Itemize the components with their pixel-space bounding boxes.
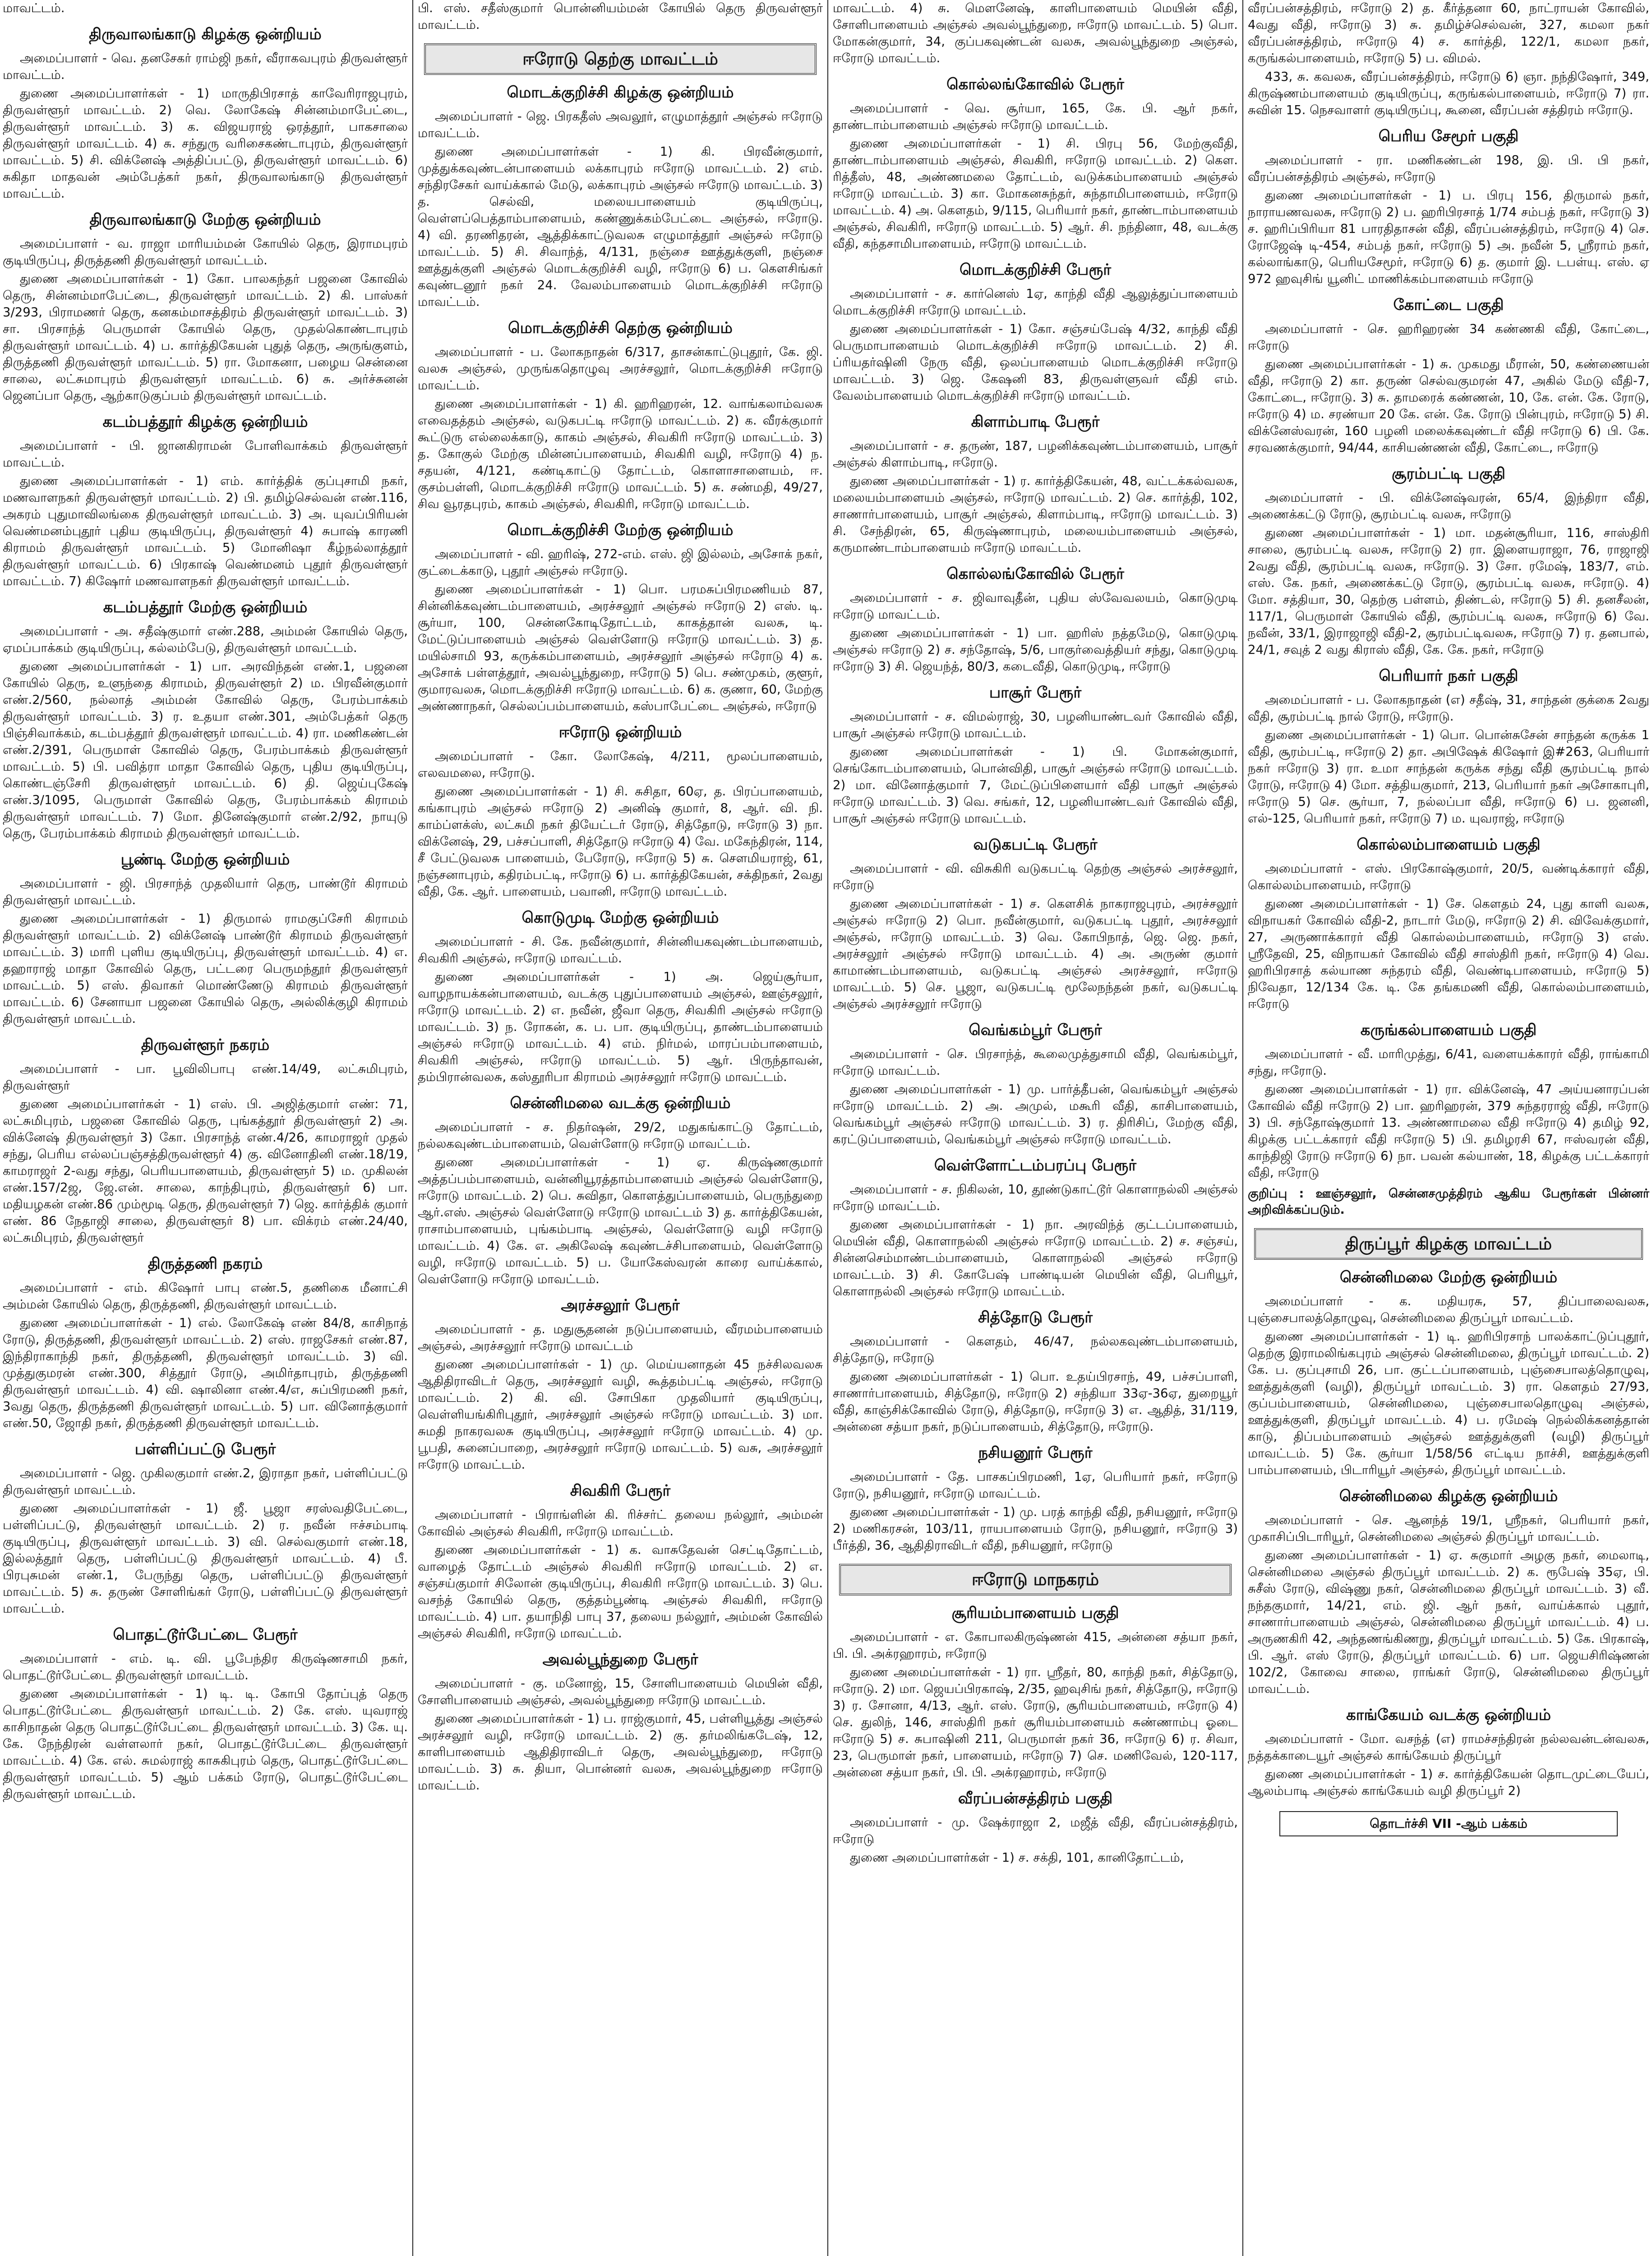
- note-text: குறிப்பு : ஊஞ்சலூர், சென்னசமுத்திரம் ஆகிய பேரூர்கள் பின்னர் அறிவிக்கப்படும்.: [1248, 1187, 1649, 1217]
- paragraph: மாவட்டம்.: [3, 1, 65, 15]
- paragraph: துணை அமைப்பாளர்கள் - 1) எம். கார்த்திக் குப்புசாமி நகர், மணவாளநகர் திருவள்ளூர் மாவட்டம். 2) பி. தமிழ்செல்வன் எண்.116, அகரம் புதுமாவிலங்கை திருவள்ளூர் மாவட்டம். 3) அ. யுவப்பிரியன் வெண்மனம்புதூர் புதிய குடியிருப்பு, திருவள்ளூர் 4) சுபாஷ் காரணி கிராமம் திருவள்ளூர் மாவட்டம். 5) மோனிஷா கீழ்நல்லாத்தூர் திருவள்ளூர் மாவட்டம். 6) பிரகாஷ் வெண்மனம் புதூர் திருவள்ளூர் மாவட்டம். 7) கிஷோர் மணவாளநகர் திருவள்ளூர் மாவட்டம்.: [3, 474, 408, 588]
- column-2: [415, 0, 826, 2256]
- paragraph: துணை அமைப்பாளர்கள் - 1) மாருதிபிரசாத் காவேரிராஜபுரம், திருவள்ளூர் மாவட்டம். 2) வெ. லோகேஷ் சின்னம்மாபேட்டை, திருவள்ளூர் மாவட்டம். 3) க. விஜயராஜ் ஒரத்தூர், பாகசாலை திருவள்ளூர் மாவட்டம். 4) சு. சந்துரு வரிசைகண்டாபுரம், திருவள்ளூர் மாவட்டம். 5) சி. விக்னேஷ் அத்திப்பட்டு, திருவள்ளூர் மாவட்டம். 6) சுகிதா மாதவன் அம்பேத்கர் நகர், திருவாலங்காடு திருவள்ளூர் மாவட்டம்.: [3, 86, 408, 201]
- paragraph: அமைப்பாளர் - எஸ். பிரகோஷ்குமார், 20/5, வண்டிக்காரர் வீதி, கொல்லம்பாளையம், ஈரோடு: [1248, 861, 1649, 892]
- paragraph: அமைப்பாளர் - வெ. சூர்யா, 165, கே. பி. ஆர் நகர், தாண்டாம்பாளையம் அஞ்சல் ஈரோடு மாவட்டம்.: [833, 101, 1238, 132]
- paragraph: அமைப்பாளர் - எ. கோபாலகிருஷ்ணன் 415, அன்னை சத்யா நகர், பி. பி. அக்ரஹாரம், ஈரோடு: [833, 1630, 1238, 1661]
- paragraph: அமைப்பாளர் - ப. லோகநாதன் 6/317, தாசன்காட்டுபுதூர், கே. ஜி. வலசு அஞ்சல், முருங்கதொழுவு அரச்சலூர், மொடக்குறிச்சி ஈரோடு மாவட்டம்.: [418, 345, 823, 393]
- paragraph: துணை அமைப்பாளர்கள் - 1) சே. கௌதம் 24, புது காளி வலசு, விநாயகர் கோவில் வீதி-2, நாடார் மேடு, ஈரோடு 2) சி. விவேக்குமார், 27, அருணாக்காரர் வீதி கொல்லம்பாளையம், ஈரோடு 3) எஸ். ஸ்ரீதேவி, 25, விநாயகர் கோவில் வீதி சாஸ்திரி நகர், ஈரோடு 4) வெ. ஹரிபிரசாத் கல்யாண சுந்தரம் வீதி, வெண்டிபாளையம், ஈரோடு 5) நிவேதா, 12/134 கே. டி. கே தங்கமணி வீதி, கொல்லம்பாளையம், ஈரோடு: [1248, 897, 1649, 1011]
- section-heading: பெரிய சேமூர் பகுதி: [1378, 127, 1519, 145]
- paragraph: துணை அமைப்பாளர்கள் - 1) எஸ். பி. அஜித்குமார் எண்: 71, லட்சுமிபுரம், பஜனை கோவில் தெரு, புங்கத்தூர் திருவள்ளூர் 2) அ. விக்னேஷ் திருவள்ளூர் 3) கோ. பிரசாந்த் எண்.4/26, காமராஜர் முதல் சந்து, பெரிய எல்லப்பஞ்சத்திருவள்ளூர் 4) கு. வினோதினி எண்.18/19, காமராஜர் 2-வது சந்து, பெரியபாளையம், திருவள்ளூர் 5) ம. முகிலன் எண்.157/2ஜ, ஜே.என். சாலை, காந்திபுரம், திருவள்ளூர் 6) பா. மதியழகன் எண்.86 மும்மூடி தெரு, திருவள்ளூர் 7) ஜெ. கார்த்திக் குமார் எண். 86 நேதாஜி சாலை, திருவள்ளூர் 8) பா. விக்ரம் எண்.24/40, லட்சுமிபுரம், திருவள்ளூர்: [3, 1097, 408, 1245]
- paragraph: துணை அமைப்பாளர்கள் - 1) ரா. ஸ்ரீதர், 80, காந்தி நகர், சித்தோடு, ஈரோடு. 2) மா. ஜெயப்பிரகாஷ், 2/35, ஹவுசிங் நகர், சித்தோடு, ஈரோடு 3) ர. சோனா, 4/13, ஆர். எஸ். ரோடு, சூரியம்பாளையம், ஈரோடு 4) செ. துலிந், 146, சாஸ்திரி நகர் சூரியம்பாளையம் சுண்ணாம்பு ஓடை ஈரோடு 5) ச. சுபாஷினி 211, பெருமாள் நகர் 36, ஈரோடு 6) ர. சிவா, 23, பெருமாள் நகர், பாளையம், ஈரோடு 7) செ. மணிவேல், 120-117, அன்னை சத்யா நகர், பி. பி. அக்ரஹாரம், ஈரோடு: [833, 1665, 1238, 1780]
- paragraph: அமைப்பாளர் - வீ. மாரிமுத்து, 6/41, வளையக்காரர் வீதி, ராங்காமி சந்து, ஈரோடு.: [1248, 1047, 1649, 1078]
- paragraph: அமைப்பாளர் - வி. விசுகிரி வடுகபட்டி தெற்கு அஞ்சல் அரச்சலூர், ஈரோடு: [833, 861, 1238, 892]
- paragraph: மாவட்டம். 4) சு. மௌனேஷ், காளிபாளையம் மெயின் வீதி, சோளிபாளையம் அஞ்சல் அவல்பூந்துறை, ஈரோடு மாவட்டம். 5) பொ. மோகன்குமார், 34, குப்பகவுண்டன் வலசு, அவல்பூந்துறை அஞ்சல், ஈரோடு மாவட்டம்.: [833, 1, 1238, 65]
- section-heading: வெள்ளோட்டம்பரப்பு பேரூர்: [934, 1156, 1137, 1174]
- paragraph: துணை அமைப்பாளர்கள் - 1) டி. ஹரிபிரசாந் பாலக்காட்டுப்புதூர், தெற்கு இராமலிங்கபுரம் அஞ்சல் சென்னிமலை, திருப்பூர் மாவட்டம். 2) கே. ப. குப்புசாமி 26, பா. குட்டப்பாளையம், புஞ்சைபாலத்தொழுவு, ஊத்துக்குளி (வழி), திருப்பூர் மாவட்டம். 3) ரா. கௌதம் 27/93, குப்பம்பாளையம், சென்னிமலை, புஞ்சைபாலதொழுவு அஞ்சல், ஊத்துக்குளி, திருப்பூர் மாவட்டம். 4) ப. ரமேஷ் நெல்லிக்கனத்தான் காடு, திப்பம்பாளையம் அஞ்சல் ஊத்துக்குளி (வழி) திருப்பூர் மாவட்டம். 5) கே. சூர்யா 1/58/56 எட்டிய நாச்சி, ஊத்துக்குளி பாம்பாளையம், பிடாரியூர் அஞ்சல், திருப்பூர் மாவட்டம்.: [1248, 1329, 1649, 1477]
- paragraph: வீரப்பன்சத்திரம், ஈரோடு 2) த. கீர்த்தனா 60, நாட்ராயன் கோவில், 4வது வீதி, ஈரோடு 3) சு. தமிழ்ச்செல்வன், 327, கமலா நகர் வீரப்பன்சத்திரம், ஈரோடு 4) ச. கார்த்தி, 122/1, கமலா நகர், கருங்கல்பாளையம், ஈரோடு 5) ப. விமல்.: [1248, 1, 1649, 65]
- district-banner: ஈரோடு மாநகரம்: [839, 1564, 1232, 1595]
- paragraph: அமைப்பாளர் - த. மதுசூதனன் நடுப்பாளையம், வீரமம்பாளையம் அஞ்சல், அரச்சலூர் ஈரோடு மாவட்டம்: [418, 1322, 823, 1353]
- section-heading: அரச்சலூர் பேரூர்: [561, 1296, 680, 1314]
- section-heading: சென்னிமலை வடக்கு ஒன்றியம்: [510, 1094, 731, 1112]
- paragraph: அமைப்பாளர் - சி. கே. நவீன்குமார், சின்னியகவுண்டம்பாளையம், சிவகிரி அஞ்சல், ஈரோடு மாவட்டம்.: [418, 934, 823, 966]
- district-banner: திருப்பூர் கிழக்கு மாவட்டம்: [1254, 1228, 1643, 1260]
- paragraph: துணை அமைப்பாளர்கள் - 1) சு. முகமது மீரான், 50, கண்ணையன் வீதி, ஈரோடு 2) கா. தருண் செல்வகுமரன் 47, அகில் மேடு வீதி-7, கோட்டை, ஈரோடு. 3) சு. தாமரைக் கண்ணன், 10, கே. என். கே. ரோடு, ஈரோடு 4) ம. சரண்யா 20 கே. என். கே. ரோடு பின்புரம், ஈரோடு 5) சி. விக்னேஸ்வரன், 160 பழனி மலைக்கவுண்டர் வீதி ஈரோடு 6) பி. கே. சரவணக்குமார், 94/44, காசியண்ணன் வீதி, கோட்டை, ஈரோடு: [1248, 357, 1649, 455]
- paragraph: அமைப்பாளர் - பி. விக்னேஷ்வரன், 65/4, இந்திரா வீதி, அணைக்கட்டு ரோடு, சூரம்பட்டி வலசு, ஈரோடு: [1248, 490, 1649, 522]
- paragraph: அமைப்பாளர் - பிராங்ளின் கி. ரிச்சர்ட் தலைய நல்லூர், அம்மன் கோவில் அஞ்சல் சிவகிரி, ஈரோடு மாவட்டம்.: [418, 1507, 823, 1539]
- paragraph: அமைப்பாளர் - க. மதியரசு, 57, திப்பாலைவலசு, புஞ்சைபாலத்தொழுவு, சென்னிமலை திருப்பூர் மாவட்டம்.: [1248, 1294, 1649, 1325]
- section-heading: கடம்பத்தூர் மேற்கு ஒன்றியம்: [103, 598, 308, 616]
- paragraph: துணை அமைப்பாளர்கள் - 1) கோ. பாலகந்தர் பஜனை கோவில் தெரு, சின்னம்மாபேட்டை, திருவள்ளூர் மாவட்டம். 2) கி. பாஸ்கர் 3/293, பிராமணர் தெரு, கனகம்மாசத்திரம் திருவள்ளூர் மாவட்டம். 3) சா. பிரசாந்த் பெருமாள் கோயில் தெரு, முதல்கொண்டாபுரம் திருவள்ளூர் மாவட்டம். 4) ப. கார்த்திகேயன் புதுத் தெரு, அருங்குளம், திருத்தணி திருவள்ளூர் மாவட்டம். 5) ரா. மோகனா, பழைய சென்னை சாலை, லட்சுமாபுரம் திருவள்ளூர் மாவட்டம். 6) சு. அர்ச்சுனன் ஜெனப்பா தெரு, ஆற்காடுகுப்பம் திருவள்ளூர் மாவட்டம்.: [3, 272, 408, 403]
- paragraph: துணை அமைப்பாளர்கள் - 1) மு. பார்த்தீபன், வெங்கம்பூர் அஞ்சல் ஈரோடு மாவட்டம். 2) அ. அமுல், மகூரி வீதி, காசிபாளையம், வெங்கம்பூர் அஞ்சல் ஈரோடு மாவட்டம். 3) ர. திரிசிப், மேற்கு வீதி, கரட்டுப்பாளையம், வெங்கம்பூர் அஞ்சல் ஈரோடு மாவட்டம்.: [833, 1082, 1238, 1146]
- section-heading: மொடக்குறிச்சி கிழக்கு ஒன்றியம்: [507, 83, 734, 102]
- paragraph: அமைப்பாளர் - ப. லோகநாதன் (எ) சதீஷ், 31, சாந்தன் குக்கை 2வது வீதி, சூரம்பட்டி நால் ரோடு, ஈரோடு.: [1248, 693, 1649, 724]
- section-heading: ஈரோடு ஒன்றியம்: [558, 723, 682, 741]
- column-divider: [412, 0, 413, 2256]
- paragraph: அமைப்பாளர் - கோ. லோகேஷ், 4/211, மூலப்பாளையம், எலவமலை, ஈரோடு.: [418, 749, 823, 780]
- column-divider: [1242, 0, 1243, 2256]
- paragraph: அமைப்பாளர் - கு. மனோஜ், 15, சோளிபாளையம் மெயின் வீதி, சோளிபாளையம் அஞ்சல், அவல்பூந்துறை ஈரோடு மாவட்டம்.: [418, 1676, 823, 1707]
- paragraph: துணை அமைப்பாளர்கள் - 1) பி. மோகன்குமார், செங்கோடம்பாளையம், பொன்விதி, பாசூர் அஞ்சல் ஈரோடு மாவட்டம். 2) மா. வினோத்குமார் 7, மேட்டுப்பிளையார் வீதி பாசூர் அஞ்சல் ஈரோடு மாவட்டம். 3) வெ. சங்கர், 12, பழனியாண்டவர் கோவில் வீதி, பாசூர் அஞ்சல் ஈரோடு மாவட்டம்.: [833, 744, 1238, 826]
- district-banner: ஈரோடு தெற்கு மாவட்டம்: [424, 43, 817, 75]
- paragraph: துணை அமைப்பாளர்கள் - 1) பொ. பொன்சுசேன் சாந்தன் கருக்க 1 வீதி, சூரம்பட்டி, ஈரோடு 2) தா. அபிஷேக் கிஷோர் இ#263, பெரியார் நகர் ஈரோடு 3) ரா. உமா சாந்தன் கருக்க சந்து வீதி சூரம்பட்டி நால் ரோடு, ஈரோடு 4) மோ. சத்தியகுமார், 213, பெரியார் நகர் அசோகாபுரி, ஈரோடு 5) செ. சூர்யா, 7, நல்லப்பா வீதி, ஈரோடு 6) ப. ஜனனி, எல்-125, பெரியார் நகர், ஈரோடு 7) ம. யுவராஜ், ஈரோடு: [1248, 728, 1649, 826]
- section-heading: மொடக்குறிச்சி மேற்கு ஒன்றியம்: [507, 521, 734, 539]
- paragraph: அமைப்பாளர் - பா. பூவிலிபாபு எண்.14/49, லட்சுமிபுரம், திருவள்ளூர்: [3, 1062, 408, 1093]
- paragraph: துணை அமைப்பாளர்கள் - 1) பா. அரவிந்தன் எண்.1, பஜனை கோயில் தெரு, உளுந்தை கிராமம், திருவள்ளூர் 2) ம. பிரவீன்குமார் எண்.2/560, நல்லாத் அம்மன் கோவில் தெரு, பேரம்பாக்கம் திருவள்ளூர் மாவட்டம். 3) ர. உதயா எண்.301, அம்பேத்கர் தெரு பிஞ்சிவாக்கம், கடம்பத்தூர் திருவள்ளூர் மாவட்டம். 4) ரா. மணிகண்டன் எண்.2/391, பெருமாள் கோவில் தெரு, பேரம்பாக்கம் திருவள்ளூர் மாவட்டம். 5) பி. பவித்ரா மாதா கோவில் தெரு, புதிய குடியிருப்பு, கொண்டஞ்சேரி திருவள்ளூர் மாவட்டம். 6) தி. ஜெய்புகேஷ் எண்.3/1095, பெருமாள் கோவில் தெரு, பேரம்பாக்கம் கிராமம் திருவள்ளூர் மாவட்டம். 7) மோ. தினேஷ்குமார் எண்.2/92, நாயுடு தெரு, பேரம்பாக்கம் கிராமம் திருவள்ளூர் மாவட்டம்.: [3, 659, 408, 841]
- section-heading: காங்கேயம் வடக்கு ஒன்றியம்: [1346, 1706, 1551, 1724]
- section-heading: வெங்கம்பூர் பேரூர்: [969, 1021, 1102, 1039]
- paragraph: அமைப்பாளர் - ச. நிதர்ஷன், 29/2, மதுகங்காட்டு தோட்டம், நல்லகவுண்டம்பாளையம், வெள்ளோடு ஈரோடு மாவட்டம்.: [418, 1120, 823, 1151]
- paragraph: துணை அமைப்பாளர்கள் - 1) சி. சுசிதா, 60ஏ, த. பிரப்பாளையம், கங்காபுரம் அஞ்சல் ஈரோடு 2) அனிஷ் குமார், 8, ஆர். வி. நி. காம்ப்ளக்ஸ், லட்சுமி நகர் தியேட்டர் ரோடு, சித்தோடு, ஈரோடு 3) நா. விக்னேஷ், 29, பச்சப்பாளி, சித்தோடு ஈரோடு 4) வே. மகேந்திரன், 114, சீ பேட்டுவலசு பாளையம், பேரோடு, ஈரோடு 5) சு. சௌமியராஜ், 61, நஞ்சனாபுரம், கதிரம்பட்டி, ஈரோடு 6) ப. கார்த்திகேயன், சக்திநகர், 2வது வீதி, கே. ஆர். பாளையம், பவானி, ஈரோடு மாவட்டம்.: [418, 784, 823, 899]
- column-3: [830, 0, 1241, 2256]
- paragraph: அமைப்பாளர் - மு. ஷேக்ராஜா 2, மஜீத் வீதி, வீரப்பன்சத்திரம், ஈரோடு: [833, 1815, 1238, 1846]
- paragraph: அமைப்பாளர் - ஜி. பிரசாந்த் முதலியார் தெரு, பாண்டூர் கிராமம் திருவள்ளூர் மாவட்டம்.: [3, 876, 408, 907]
- section-heading: அவல்பூந்துறை பேரூர்: [542, 1650, 698, 1669]
- paragraph: அமைப்பாளர் - ச. விமல்ராஜ், 30, பழனியாண்டவர் கோவில் வீதி, பாசூர் அஞ்சல் ஈரோடு மாவட்டம்.: [833, 709, 1238, 740]
- paragraph: அமைப்பாளர் - வெ. தனசேகர் ராம்ஜி நகர், வீராகவபுரம் திருவள்ளூர் மாவட்டம்.: [3, 51, 408, 82]
- paragraph: அமைப்பாளர் - செ. ஆனந்த் 19/1, ஸ்ரீநகர், பெரியார் நகர், முகாசிப்பிடாரியூர், சென்னிமலை அஞ்சல் திருப்பூர் மாவட்டம்.: [1248, 1513, 1649, 1544]
- column-divider: [827, 0, 828, 2256]
- section-heading: கொல்லங்கோவில் பேரூர்: [946, 75, 1124, 93]
- paragraph: துணை அமைப்பாளர்கள் - 1) கி. ஹரிஹரன், 12. வாங்கலாம்வலசு எவைதத்தம் அஞ்சல், வடுகபட்டி ஈரோடு மாவட்டம். 2) க. வீரக்குமார் கூட்டுரு எல்லைக்காடு, காகம் அஞ்சல், சிவகிரி ஈரோடு மாவட்டம். 3) த. கோகுல் மேற்கு மின்னப்பாளையம், சிவகிரி வழி, ஈரோடு 4) ந. சதயன், 4/121, கண்டிகாட்டு தோட்டம், கொளாசாளையம், ஈ. குசம்பள்ளி, மொடக்குறிச்சி ஈரோடு மாவட்டம். 5) சு. சண்மதி, 49/27, சிவ வூரதபுரம், காகம் அஞ்சல், சிவகிரி, ஈரோடு மாவட்டம்.: [418, 397, 823, 511]
- section-heading: பெரியார் நகர் பகுதி: [1379, 667, 1518, 685]
- paragraph: அமைப்பாளர் - செ. பிரசாந்த், கூலைமுத்துசாமி வீதி, வெங்கம்பூர், ஈரோடு மாவட்டம்.: [833, 1047, 1238, 1078]
- paragraph: துணை அமைப்பாளர்கள் - 1) எல். லோகேஷ் எண் 84/8, காசிநாத் ரோடு, திருத்தணி, திருவள்ளூர் மாவட்டம். 2) எஸ். ராஜசேகர் எண்.87, இந்திராகாந்தி நகர், திருத்தணி, திருவள்ளூர் மாவட்டம். 3) வி. முத்துகுமரன் எண்.300, சித்தூர் ரோடு, அமிர்தாபுரம், திருத்தணி திருவள்ளூர் மாவட்டம். 4) வி. ஷாலினா எண்.4/எ, சுப்பிரமணி நகர், 3வது தெரு, திருத்தணி திருவள்ளூர் மாவட்டம். 5) பா. வினோத்குமார் எண்.50, ஜோதி நகர், திருத்தணி திருவள்ளூர் மாவட்டம்.: [3, 1316, 408, 1430]
- paragraph: துணை அமைப்பாளர்கள் - 1) திருமால் ராமகுப்சேரி கிராமம் திருவள்ளூர் மாவட்டம். 2) விக்னேஷ் பாண்டூர் கிராமம் திருவள்ளூர் மாவட்டம். 3) மாரி புளிய குடியிருப்பு, திருவள்ளூர் மாவட்டம். 4) எ. தஹாராஜ் மாதா கோவில் தெரு, பட்டரை பெருமந்தூர் திருவள்ளூர் மாவட்டம். 5) எஸ். திவாகர் மொண்ணேடு கிராமம் திருவள்ளூர் மாவட்டம். 6) சேனாயா பஜனை கோயில் தெரு, அல்லிக்குழி கிராமம் திருவள்ளூர் மாவட்டம்.: [3, 911, 408, 1026]
- column-4: [1245, 0, 1652, 2256]
- section-heading: பள்ளிப்பட்டு பேரூர்: [134, 1440, 276, 1458]
- paragraph: அமைப்பாளர் - ஜெ. முகிலகுமார் எண்.2, இராதா நகர், பள்ளிப்பட்டு திருவள்ளூர் மாவட்டம்.: [3, 1466, 408, 1497]
- paragraph: துணை அமைப்பாளர்கள் - 1) சி. பிரபு 56, மேற்குவீதி, தாண்டாம்பாளையம் அஞ்சல், சிவகிரி, ஈரோடு மாவட்டம். 2) கௌ. ரித்தீஸ், 48, அண்ணமலை தோட்டம், வடுக்கம்பாளையம் அஞ்சல் ஈரோடு மாவட்டம். 3) கா. மோகனசுந்தர், சுந்தாமிபாளையம், ஈரோடு மாவட்டம். 4) அ. கௌதம், 9/115, பெரியார் நகர், தாண்டாம்பாளையம் அஞ்சல், சிவகிரி, ஈரோடு மாவட்டம். 5) ஆர். சி. நந்தினா, 48, வடக்கு வீதி, கந்தசாமிபாளையம், ஈரோடு மாவட்டம்.: [833, 136, 1238, 251]
- paragraph: துணை அமைப்பாளர்கள் - 1) பொ. பரமசுப்பிரமணியம் 87, சின்னிக்கவுண்டம்பாளையம், அரச்சலூர் அஞ்சல் ஈரோடு 2) எஸ். டி. சூர்யா, 100, சென்னகோடிதோட்டம், காகத்தான் வலசு, டி. மேட்டுப்பாளையம் அஞ்சல் வெள்ளோடு ஈரோடு மாவட்டம். 3) த. மயில்சாமி 93, கருக்கம்பாளையம், அரச்சலூர் அஞ்சல் ஈரோடு 4) க. அசோக் பள்ளத்தூர், அவல்பூந்துறை, ஈரோடு 5) பெ. சண்முகம், குளூர், குமாரவலசு, மொடக்குறிச்சி ஈரோடு மாவட்டம். 6) க. குணா, 60, மேற்கு அண்ணாநகர், செல்லப்பம்பாளையம், கஸ்பாபேட்டை அஞ்சல், ஈரோடு: [418, 582, 823, 713]
- paragraph: அமைப்பாளர் - ச. கார்னெஸ் 1ஏ, காந்தி வீதி ஆலுத்துப்பாளையம் மொடக்குறிச்சி ஈரோடு மாவட்டம்.: [833, 287, 1238, 318]
- paragraph: பி. எஸ். சதீஸ்குமார் பொன்னியம்மன் கோயில் தெரு திருவள்ளூர் மாவட்டம்.: [418, 1, 823, 32]
- section-heading: கருங்கல்பாளையம் பகுதி: [1360, 1021, 1537, 1039]
- section-heading: பொதட்டூர்பேட்டை பேரூர்: [113, 1626, 298, 1644]
- paragraph: துணை அமைப்பாளர்கள் - 1) டி. டி. கோபி தோப்புத் தெரு பொதட்டூர்பேட்டை திருவள்ளூர் மாவட்டம். 2) கே. எஸ். யுவராஜ் காசிநாதன் தெரு பொதட்டூர்பேட்டை திருவள்ளூர் மாவட்டம். 3) கே. யு. கே. நேந்திரன் வள்ளலார் நகர், பொதட்டூர்பேட்டை திருவள்ளூர் மாவட்டம். 4) கே. எல். சுமல்ராஜ் காசுகிபுரம் தெரு, பொதட்டூர்பேட்டை திருவள்ளூர் மாவட்டம். 5) ஆம் பக்கம் ரோடு, பொதட்டூர்பேட்டை திருவள்ளூர் மாவட்டம்.: [3, 1687, 408, 1801]
- paragraph: அமைப்பாளர் - தே. பாசகப்பிரமணி, 1ஏ, பெரியார் நகர், ஈரோடு ரோடு, நசியனூர், ஈரோடு மாவட்டம்.: [833, 1470, 1238, 1501]
- section-heading: திருவாலங்காடு மேற்கு ஒன்றியம்: [89, 211, 321, 229]
- paragraph: துணை அமைப்பாளர்கள் - 1) ஜீ. பூஜா சரஸ்வதிபேட்டை, பள்ளிப்பட்டு, திருவள்ளூர் மாவட்டம். 2) ர. நவீன் ஈச்சம்பாடி குடியிருப்பு, திருவள்ளூர் மாவட்டம். 3) வி. செல்வகுமார் எண்.18, இல்லத்தூர் தெரு, பள்ளிப்பட்டு திருவள்ளூர் மாவட்டம். 4) பீ. பிரபுசுமன் எண்.1, பேருந்து தெரு, பள்ளிப்பட்டு திருவள்ளூர் மாவட்டம். 5) சு. தருண் சோளிங்கர் ரோடு, பள்ளிப்பட்டு திருவள்ளூர் மாவட்டம்.: [3, 1501, 408, 1616]
- paragraph: துணை அமைப்பாளர்கள் - 1) அ. ஜெய்சூர்யா, வாழநாயக்கன்பாளையம், வடக்கு புதுப்பாளையம் அஞ்சல், ஊஞ்சலூர், ஈரோடு மாவட்டம். 2) எ. நவீன், ஜீவா தெரு, சிவகிரி அஞ்சல் ஈரோடு மாவட்டம். 3) ந. ரோகன், க. ப. பா. குடியிருப்பு, தாண்டம்பாளையம் அஞ்சல் ஈரோடு மாவட்டம். 4) எம். நிர்மல், மாரப்பம்பாளையம், சிவகிரி அஞ்சல், ஈரோடு மாவட்டம். 5) ஆர். பிருந்தாவன், தம்பிரான்வலசு, கஸ்தூரிபா கிராமம் அரச்சலூர் ஈரோடு மாவட்டம்.: [418, 970, 823, 1084]
- section-heading: திருத்தணி நகரம்: [148, 1255, 263, 1273]
- paragraph: துணை அமைப்பாளர்கள் - 1) கோ. சஞ்சய்பேஷ் 4/32, காந்தி வீதி பெருமாபாளையம் மொடக்குறிச்சி ஈரோடு மாவட்டம். 2) சி. ப்ரியதர்ஷினி நேரு வீதி, ஒலப்பாளையம் மொடக்குறிச்சி ஈரோடு மாவட்டம். 3) ஜெ. கேஷனி 83, திருவள்ளுவர் வீதி எம். வேலம்பாளையம் மொடக்குறிச்சி ஈரோடு மாவட்டம்.: [833, 322, 1238, 403]
- paragraph: அமைப்பாளர் - பி. ஜானகிராமன் போளிவாக்கம் திருவள்ளூர் மாவட்டம்.: [3, 439, 408, 470]
- paragraph: துணை அமைப்பாளர்கள் - 1) மா. மதன்சூரியா, 116, சாஸ்திரி சாலை, சூரம்பட்டி வலசு, ஈரோடு 2) ரா. இளையராஜா, 76, ராஜாஜி 2வது வீதி, சூரம்பட்டி வலசு, ஈரோடு. 3) சோ. ரமேஷ், 183/7, எம். எஸ். கே. நகர், அணைக்கட்டு ரோடு, சூரம்பட்டி வலசு, ஈரோடு. 4) மோ. சத்தியா, 30, தெற்கு பள்ளம், திண்டல், ஈரோடு 5) சி. தனசீலன், 117/1, பெருமாள் கோயில் வீதி, சூரம்பட்டி வலசு, ஈரோடு 6) வே. நவீன், 33/1, இராஜாஜி வீதி-2, சூரம்பட்டிவலசு, ஈரோடு 7) ர. தனபால், 24/1, சவுத் 2 வது கிராஸ் வீதி, கே. கே. நகர், ஈரோடு: [1248, 526, 1649, 657]
- paragraph: துணை அமைப்பாளர்கள் - 1) மு. மெய்யனாதன் 45 நச்சிலவலசு ஆதிதிராவிடர் தெரு, அரச்சலூர் வழி, கூத்தம்பட்டி அஞ்சல், ஈரோடு மாவட்டம். 2) கி. வி. சோபிகா முதலியார் குடியிருப்பு, வெள்ளியங்கிரிபுதூர், அரச்சலூர் அஞ்சல் ஈரோடு மாவட்டம். 3) மா. சுமதி நாகரவலசு குடியிருப்பு, அரச்சலூர் ஈரோடு மாவட்டம். 4) மு. பூபதி, சுனைப்பாறை, அரச்சலூர் ஈரோடு மாவட்டம். 5) வசு, அரச்சலூர் ஈரோடு மாவட்டம்.: [418, 1357, 823, 1472]
- paragraph: துணை அமைப்பாளர்கள் - 1) பா. ஹரிஸ் நத்தமேடு, கொடுமுடி அஞ்சல் ஈரோடு 2) ச. சந்தோஷ், 5/6, பாகுர்வைத்தியர் சந்து, கொடுமுடி ஈரோடு 3) சி. ஜெயந்த், 80/3, கடைவீதி, கொடுமுடி, ஈரோடு: [833, 626, 1238, 674]
- paragraph: துணை அமைப்பாளர்கள் - 1) ர. கார்த்திகேயன், 48, வட்டக்கல்வலசு, மலையம்பாளையம் அஞ்சல், ஈரோடு மாவட்டம். 2) செ. கார்த்தி, 102, சாணார்பாளையம், பாசூர் அஞ்சல், கிளாம்பாடி, ஈரோடு மாவட்டம். 3) சி. சேந்திரன், 65, கிருஷ்ணாபுரம், மலையம்பாளையம் அஞ்சல், கருமாண்டாம்பாளையம் ஈரோடு மாவட்டம்.: [833, 474, 1238, 555]
- section-heading: பாசூர் பேரூர்: [989, 684, 1082, 702]
- paragraph: துணை அமைப்பாளர்கள் - 1) க. வாசுதேவன் செட்டிதோட்டம், வாழைத் தோட்டம் அஞ்சல் சிவகிரி ஈரோடு மாவட்டம். 2) எ. சஞ்சய்குமார் சிலோன் குடியிருப்பு, சிவகிரி ஈரோடு மாவட்டம். 3) பெ. வசந்த் கோயில் தெரு, குத்தம்பூண்டி அஞ்சல் சிவகிரி, ஈரோடு மாவட்டம். 4) பா. தயாநிதி பாபு 37, தலைய நல்லூர், அம்மன் கோவில் அஞ்சல் சிவகிரி, ஈரோடு மாவட்டம்.: [418, 1543, 823, 1641]
- section-heading: மொடக்குறிச்சி பேரூர்: [959, 261, 1112, 279]
- section-heading: சென்னிமலை கிழக்கு ஒன்றியம்: [1339, 1487, 1558, 1505]
- paragraph: அமைப்பாளர் - ச. தருண், 187, பழனிக்கவுண்டம்பாளையம், பாசூர் அஞ்சல் கிளாம்பாடி, ஈரோடு.: [833, 439, 1238, 470]
- paragraph: துணை அமைப்பாளர்கள் - 1) ஏ. சுகுமார் அழகு நகர், மைலாடி, சென்னிமலை அஞ்சல் திருப்பூர் மாவட்டம். 2) க. ரூபேஷ் 35ஏ, பி. சுசீஸ் ரோடு, விஷ்ணு நகர், சென்னிமலை திருப்பூர் மாவட்டம். 3) வீ. நந்தகுமார், 14/21, எம். ஜி. ஆர் நகர், வாய்க்கால் புதூர், சாணார்பாளையம் அஞ்சல், சென்னிமலை திருப்பூர் மாவட்டம். 4) ப. அருணகிரி 42, அந்தணங்கிணறு, திருப்பூர் மாவட்டம். 5) கே. பிரகாஷ், பி. ஆர். எஸ் ரோடு, திருப்பூர் மாவட்டம். 6) பா. ஜெயசிரிஷ்ணன் 102/2, கோவை சாலை, ராங்கர் ரோடு, சென்னிமலை திருப்பூர் மாவட்டம்.: [1248, 1548, 1649, 1696]
- paragraph: அமைப்பாளர் - ரா. மணிகண்டன் 198, இ. பி. பி நகர், வீரப்பன்சத்திரம் அஞ்சல், ஈரோடு: [1248, 153, 1649, 184]
- paragraph: அமைப்பாளர் - கௌதம், 46/47, நல்லகவுண்டம்பாளையம், சித்தோடு, ஈரோடு: [833, 1334, 1238, 1365]
- paragraph: அமைப்பாளர் - எம். கிஷோர் பாபு எண்.5, தணிகை மீனாட்சி அம்மன் கோயில் தெரு, திருத்தணி, திருவள்ளூர் மாவட்டம்.: [3, 1281, 408, 1312]
- section-heading: வடுகபட்டி பேரூர்: [973, 836, 1098, 854]
- paragraph: துணை அமைப்பாளர்கள் - 1) பொ. உதய்பிரசாந், 49, பச்சப்பாளி, சாணார்பாளையம், சித்தோடு, ஈரோடு 2) சந்தியா 33ஏ-36ஏ, துறையூர் வீதி, காஞ்சிக்கோவில் ரோடு, சித்தோடு, ஈரோடு 3) எ. ஆதித், 31/119, அன்னை சத்யா நகர், நடுப்பாளையம், சித்தோடு, ஈரோடு.: [833, 1369, 1238, 1434]
- paragraph: அமைப்பாளர் - செ. ஹரிஹரண் 34 கண்ணகி வீதி, கோட்டை, ஈரோடு: [1248, 322, 1649, 353]
- paragraph: அமைப்பாளர் - ஜெ. பிரகதீஸ் அவலூர், எழுமாத்தூர் அஞ்சல் ஈரோடு மாவட்டம்.: [418, 109, 823, 140]
- continued-label: தொடர்ச்சி VII -ஆம் பக்கம்: [1279, 1811, 1618, 1836]
- paragraph: துணை அமைப்பாளர்கள் - 1) ஏ. கிருஷ்ணகுமார் அத்தப்பம்பாளையம், வன்னியூரத்தாம்பாளையம் அஞ்சல் வெள்ளோடு, ஈரோடு மாவட்டம். 2) பெ. சுவிதா, கொளத்துப்பாளையம், பெருந்துறை ஆர்.எஸ். அஞ்சல் வெள்ளோடு ஈரோடு மாவட்டம் 3) த. கார்த்திகேயன், ராசாம்பாளையம், புங்கம்பாடி அஞ்சல், வெள்ளோடு வழி ஈரோடு மாவட்டம். 4) கே. எ. அகிலேஷ் கவுண்டச்சிபாளையம், வெள்ளோடு வழி, ஈரோடு மாவட்டம். 5) ப. யோகேஸ்வரன் காரை வாய்க்கால், வெள்ளோடு ஈரோடு மாவட்டம்.: [418, 1155, 823, 1286]
- section-heading: கோட்டை பகுதி: [1393, 296, 1504, 314]
- section-heading: மொடக்குறிச்சி தெற்கு ஒன்றியம்: [508, 319, 733, 337]
- paragraph: அமைப்பாளர் - வி. ஹரிஷ், 272-எம். எஸ். ஜி இல்லம், அசோக் நகர், குட்டைக்காடு, புதூர் அஞ்சல் ஈரோடு.: [418, 547, 823, 578]
- section-heading: கொல்லங்கோவில் பேரூர்: [946, 565, 1124, 583]
- section-heading: கொல்லம்பாளையம் பகுதி: [1357, 836, 1541, 854]
- paragraph: அமைப்பாளர் - மோ. வசந்த் (எ) ராமச்சந்திரன் நல்லவன்டன்வலசு, நத்தக்காடையூர் அஞ்சல் காங்கேயம் திருப்பூர்: [1248, 1732, 1649, 1763]
- paragraph: அமைப்பாளர் - ச. நிகிலன், 10, தூண்டுகாட்டூர் கொளாநல்லி அஞ்சல் ஈரோடு மாவட்டம்.: [833, 1182, 1238, 1213]
- paragraph: துணை அமைப்பாளர்கள் - 1) கி. பிரவீன்குமார், முத்துக்கவுண்டன்பாளையம் லக்காபுரம் ஈரோடு மாவட்டம். 2) எம். சந்திரசேகர் வாய்க்கால் மேடு, லக்காபுரம் அஞ்சல் ஈரோடு மாவட்டம். 3) த. செல்வி, மலையபாளையம் குடியிருப்பு, வெள்ளப்பெத்தாம்பாளையம், கண்ணுக்கம்பேட்டை அஞ்சல், ஈரோடு. 4) வி. தரணிதரன், ஆத்திக்காட்டுவலசு எழுமாத்தூர் அஞ்சல் ஈரோடு மாவட்டம். 5) சி. சிவாந்த், 4/131, நஞ்சை ஊத்துக்குளி, நஞ்சை ஊத்துக்குளி அஞ்சல் மொடக்குறிச்சி வழி, ஈரோடு 6) ப. கௌசிங்கர் கவுண்டனூர் நகர் 24. வேலம்பாளையம் மொடக்குறிச்சி ஈரோடு மாவட்டம்.: [418, 144, 823, 309]
- paragraph: அமைப்பாளர் - வ. ராஜா மாரியம்மன் கோயில் தெரு, இராமபுரம் குடியிருப்பு, திருத்தணி திருவள்ளூர் மாவட்டம்.: [3, 236, 408, 268]
- paragraph: துணை அமைப்பாளர்கள் - 1) ரா. விக்னேஷ், 47 அய்யனாரப்பன் கோவில் வீதி ஈரோடு 2) பா. ஹரிஹரன், 379 சுந்தரராஜ் வீதி, ஈரோடு 3) பி. சந்தோஷ்குமார் 13. அண்ணாமலை வீதி ஈரோடு 4) தமிழ் 92, கிழக்கு பட்டக்காரர் வீதி ஈரோடு 5) பி. தமிழரசி 67, ஈஸ்வரன் வீதி, காந்திஜி ரோடு ஈரோடு 6) நா. பவன் கல்யாண், 18, கிழக்கு பட்டக்காரர் வீதி, ஈரோடு: [1248, 1082, 1649, 1180]
- section-heading: நசியனூர் பேரூர்: [978, 1444, 1093, 1462]
- paragraph: துணை அமைப்பாளர்கள் - 1) மு. பரத் காந்தி வீதி, நசியனூர், ஈரோடு 2) மணிகரசன், 103/11, ராயபாளையம் ரோடு, நசியனூர், ஈரோடு 3) பீர்த்தி, 36, ஆதிதிராவிடர் வீதி, நசியனூர், ஈரோடு: [833, 1505, 1238, 1553]
- section-heading: கிளாம்பாடி பேரூர்: [971, 413, 1100, 431]
- paragraph: அமைப்பாளர் - எம். டி. வி. பூபேந்திர கிருஷ்ணசாமி நகர், பொதட்டூர்பேட்டை திருவள்ளூர் மாவட்டம்.: [3, 1651, 408, 1683]
- section-heading: சித்தோடு பேரூர்: [978, 1308, 1093, 1327]
- paragraph: அமைப்பாளர் - அ. சதீஷ்குமார் எண்.288, அம்மன் கோயில் தெரு, ஏமப்பாக்கம் குடியிருப்பு, கல்லம்பேடு, திருவள்ளூர் மாவட்டம்.: [3, 624, 408, 655]
- section-heading: திருவாலங்காடு கிழக்கு ஒன்றியம்: [89, 25, 322, 43]
- paragraph: துணை அமைப்பாளர்கள் - 1) ப. ராஜ்குமார், 45, பள்ளியூத்து அஞ்சல் அரச்சலூர் வழி, ஈரோடு மாவட்டம். 2) கு. தர்மலிங்கடேஷ், 12, காளிபாளையம் ஆதிதிராவிடர் தெரு, அவல்பூந்துறை, ஈரோடு மாவட்டம். 3) சு. தியா, பொன்னர் வலசு, அவல்பூந்துறை ஈரோடு மாவட்டம்.: [418, 1711, 823, 1793]
- section-heading: வீரப்பன்சத்திரம் பகுதி: [958, 1789, 1113, 1808]
- section-heading: கொடுமுடி மேற்கு ஒன்றியம்: [521, 909, 719, 927]
- paragraph: துணை அமைப்பாளர்கள் - 1) ப. பிரபு 156, திருமால் நகர், நாராயணவலசு, ஈரோடு 2) ப. ஹரிபிரசாத் 1/74 சம்பத் நகர், ஈரோடு 3) ச. ஹரிப்பிரியா 81 பாரதிதாசன் வீதி, வீரப்பன்சத்திரம், ஈரோடு 4) செ. ரோஜேஷ் டி-454, சம்பத் நகர், ஈரோடு 5) அ. நவீன் 5, ஸ்ரீராம் நகர், கல்லாங்காடு, பெரியசேமூர், ஈரோடு 6) த. குமார் இ. டபள்யு. எஸ். ஏ 972 ஹவுசிங் யூனிட் மாணிக்கம்பாளையம் ஈரோடு: [1248, 188, 1649, 286]
- section-heading: சூரம்பட்டி பகுதி: [1392, 465, 1505, 483]
- section-heading: சூரியம்பாளையம் பகுதி: [951, 1604, 1119, 1622]
- section-heading: திருவள்ளூர் நகரம்: [141, 1036, 270, 1054]
- paragraph: துணை அமைப்பாளர்கள் - 1) ச. கௌசிக் நாகராஜபுரம், அரச்சலூர் அஞ்சல் ஈரோடு 2) பொ. நவீன்குமார், வடுகபட்டி புதூர், அரச்சலூர் அஞ்சல், ஈரோடு மாவட்டம். 3) வெ. கோபிநாத், ஜெ. ஜெ. நகர், அரச்சலூர் அஞ்சல் ஈரோடு மாவட்டம். 4) அ. அருண் குமார் காமாண்டம்பாளையம், வடுகபட்டி அஞ்சல் அரச்சலூர், ஈரோடு மாவட்டம். 5) செ. பூஜா, வடுகபட்டி மூலேநந்தன் நகர், வடுகபட்டி அஞ்சல் அரச்சலூர் ஈரோடு: [833, 897, 1238, 1011]
- section-heading: பூண்டி மேற்கு ஒன்றியம்: [120, 851, 290, 869]
- column-1: [0, 0, 411, 2256]
- section-heading: சென்னிமலை மேற்கு ஒன்றியம்: [1339, 1268, 1558, 1286]
- paragraph: துணை அமைப்பாளர்கள் - 1) நா. அரவிந்த் குட்டப்பாளையம், மெயின் வீதி, கொளாநல்லி அஞ்சல் ஈரோடு மாவட்டம். 2) ச. சஞ்சய், சின்னசெம்மாண்டம்பாளையம், கொளாநல்லி அஞ்சல் ஈரோடு மாவட்டம். 3) சி. கோபேஷ் பாண்டியன் மெயின் வீதி, பெரியூர், கொளாநல்லி அஞ்சல் ஈரோடு மாவட்டம்.: [833, 1217, 1238, 1299]
- paragraph: 433, சு. கவலசு, வீரப்பன்சத்திரம், ஈரோடு 6) ஞா. நந்திஷோர், 349, கிருஷ்ணம்பாளையம் குடியிருப்பு, கருங்கல்பாளையம், ஈரோடு 7) ரா. சுவின் 15. நெசவாளர் குடியிருப்பு, கூனை, வீரப்பன் சத்திரம் ஈரோடு.: [1248, 69, 1649, 117]
- paragraph: அமைப்பாளர் - ச. ஜிவாவுதீன், புதிய ஸ்வேவலயம், கொடுமுடி ஈரோடு மாவட்டம்.: [833, 591, 1238, 622]
- section-heading: சிவகிரி பேரூர்: [570, 1482, 671, 1500]
- paragraph: துணை அமைப்பாளர்கள் - 1) ச. சக்தி, 101, கானிதோட்டம்,: [850, 1850, 1184, 1865]
- section-heading: கடம்பத்தூர் கிழக்கு ஒன்றியம்: [102, 413, 308, 431]
- paragraph: துணை அமைப்பாளர்கள் - 1) ச. கார்த்திகேயன் தொடமுட்டையேப், ஆலம்பாடி அஞ்சல் காங்கேயம் வழி திருப்பூர் 2): [1248, 1767, 1649, 1798]
